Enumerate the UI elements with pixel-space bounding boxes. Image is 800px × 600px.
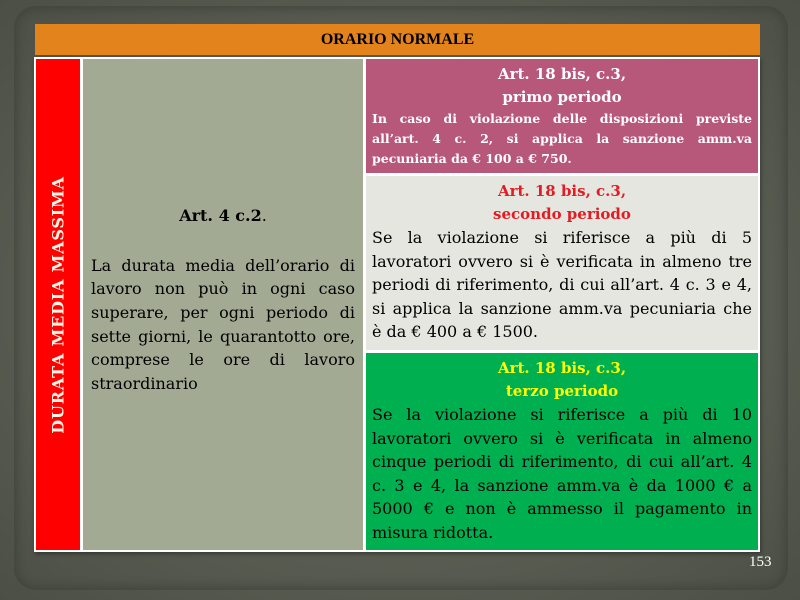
- rules-table: [34, 57, 760, 552]
- rule-cell: [83, 59, 363, 550]
- page-number: 153: [749, 554, 772, 570]
- slide-header: ORARIO NORMALE: [35, 24, 760, 55]
- rule-title-text: Art. 4 c.2: [179, 205, 262, 225]
- rule-text: La durata media dell’orario di lavoro non può in ogni caso superare, per ogni periodo di sette giorni, le quarantotto ore, comprese le ore di lavoro straordinario: [91, 255, 355, 393]
- rule-title: [91, 204, 355, 228]
- side-label-cell: [36, 59, 80, 550]
- sanction-cell-terzo-periodo: [366, 353, 758, 550]
- sanction-title-line1: Art. 18 bis, c.3,: [497, 359, 627, 377]
- sanction-title-line2: secondo periodo: [493, 205, 631, 223]
- side-label: DURATA MEDIA MASSIMA: [48, 175, 68, 434]
- sanction-cell-secondo-periodo: [366, 176, 758, 350]
- sanction-text: Se la violazione si riferisce a più di 10 lavoratori ovvero si è verificata in almeno cinque periodi di riferimento, di cui all’art. 4 c. 3 e 4, la sanzione amm.va è da 1000 € a 5000 € e non è ammesso il pagamento in misura ridotta.: [372, 405, 752, 542]
- sanction-title-line1: Art. 18 bis, c.3,: [497, 65, 627, 83]
- sanction-title-line2: primo periodo: [502, 88, 622, 106]
- sanction-cell-primo-periodo: [366, 59, 758, 173]
- sanction-text: Se la violazione si riferisce a più di 5 lavoratori ovvero si è verificata in almeno tre periodi di riferimento, di cui all’art. 4 c. 3 e 4, si applica la sanzione amm.va pecuniaria che è da € 400 a € 1500.: [372, 228, 752, 342]
- sanction-title-line1: Art. 18 bis, c.3,: [497, 182, 627, 200]
- sanction-text: In caso di violazione delle disposizioni previste all’art. 4 c. 2, si applica la sanzione amm.va pecuniaria da € 100 a € 750.: [372, 111, 752, 166]
- rule-title-suffix: .: [261, 205, 267, 225]
- sanction-title-line2: terzo periodo: [505, 382, 619, 400]
